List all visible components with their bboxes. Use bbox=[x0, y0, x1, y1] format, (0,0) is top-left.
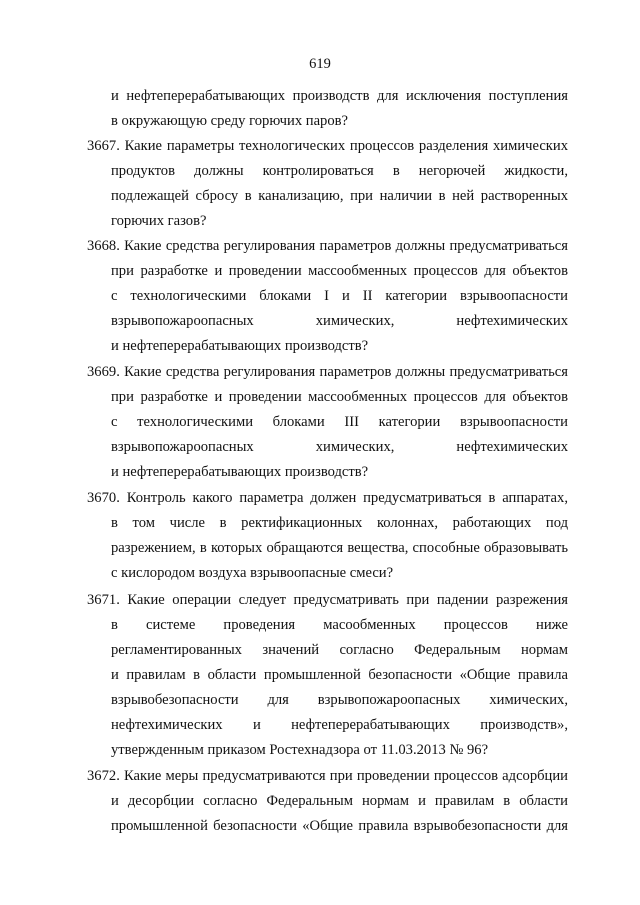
text-line: и десорбции согласно Федеральным нормам и правилам в области bbox=[111, 793, 568, 809]
page-number: 619 bbox=[309, 56, 331, 72]
text-line: взрывопожароопасных химических, нефтехимических bbox=[111, 439, 568, 455]
text-line: с кислородом воздуха взрывоопасные смеси? bbox=[111, 565, 394, 581]
text-line: в том числе в ректификационных колоннах, работающих под bbox=[111, 515, 568, 531]
question-3667 bbox=[87, 134, 568, 234]
text-line: в окружающую среду горючих паров? bbox=[111, 113, 349, 129]
text-line: продуктов должны контролироваться в негорючей жидкости, bbox=[111, 163, 568, 179]
question-heading-line: 3671. Какие операции следует предусматривать при падении разрежения bbox=[87, 592, 568, 608]
text-line: промышленной безопасности «Общие правила взрывобезопасности для bbox=[111, 818, 568, 834]
text-line: при разработке и проведении массообменных процессов для объектов bbox=[111, 263, 568, 279]
question-heading-line: 3667. Какие параметры технологических процессов разделения химических bbox=[87, 138, 568, 154]
text-line: нефтехимических и нефтеперерабатывающих производств», bbox=[111, 717, 568, 733]
text-line: с технологическими блоками I и II категории взрывоопасности bbox=[111, 288, 568, 304]
question-3671 bbox=[87, 588, 568, 763]
text-line: регламентированных значений согласно Федеральным нормам bbox=[111, 642, 568, 658]
text-line: в системе проведения масообменных процессов ниже bbox=[111, 617, 568, 633]
text-line: утвержденным приказом Ростехнадзора от 11.03.2013 № 96? bbox=[111, 742, 489, 758]
text-line: и нефтеперерабатывающих производств для исключения поступления bbox=[111, 88, 568, 104]
question-heading-line: 3670. Контроль какого параметра должен предусматриваться в аппаратах, bbox=[87, 490, 568, 506]
text-line: разрежением, в которых обращаются вещества, способные образовывать bbox=[111, 540, 568, 556]
question-heading-line: 3669. Какие средства регулирования параметров должны предусматриваться bbox=[87, 364, 568, 380]
text-line: взрывопожароопасных химических, нефтехимических bbox=[111, 313, 568, 329]
question-3668 bbox=[87, 234, 568, 359]
text-line: и правилам в области промышленной безопасности «Общие правила bbox=[111, 667, 568, 683]
text-line: и нефтеперерабатывающих производств? bbox=[111, 338, 369, 354]
question-3670 bbox=[87, 486, 568, 586]
text-line: взрывобезопасности для взрывопожароопасных химических, bbox=[111, 692, 568, 708]
question-heading-line: 3668. Какие средства регулирования параметров должны предусматриваться bbox=[87, 238, 568, 254]
text-line: подлежащей сбросу в канализацию, при наличии в ней растворенных bbox=[111, 188, 568, 204]
text-line: при разработке и проведении массообменных процессов для объектов bbox=[111, 389, 568, 405]
text-line: и нефтеперерабатывающих производств? bbox=[111, 464, 369, 480]
question-heading-line: 3672. Какие меры предусматриваются при проведении процессов адсорбции bbox=[87, 768, 568, 784]
question-continuation bbox=[87, 84, 568, 134]
question-3669 bbox=[87, 360, 568, 485]
text-line: горючих газов? bbox=[111, 213, 207, 229]
question-3672 bbox=[87, 764, 568, 839]
text-line: с технологическими блоками III категории взрывоопасности bbox=[111, 414, 568, 430]
